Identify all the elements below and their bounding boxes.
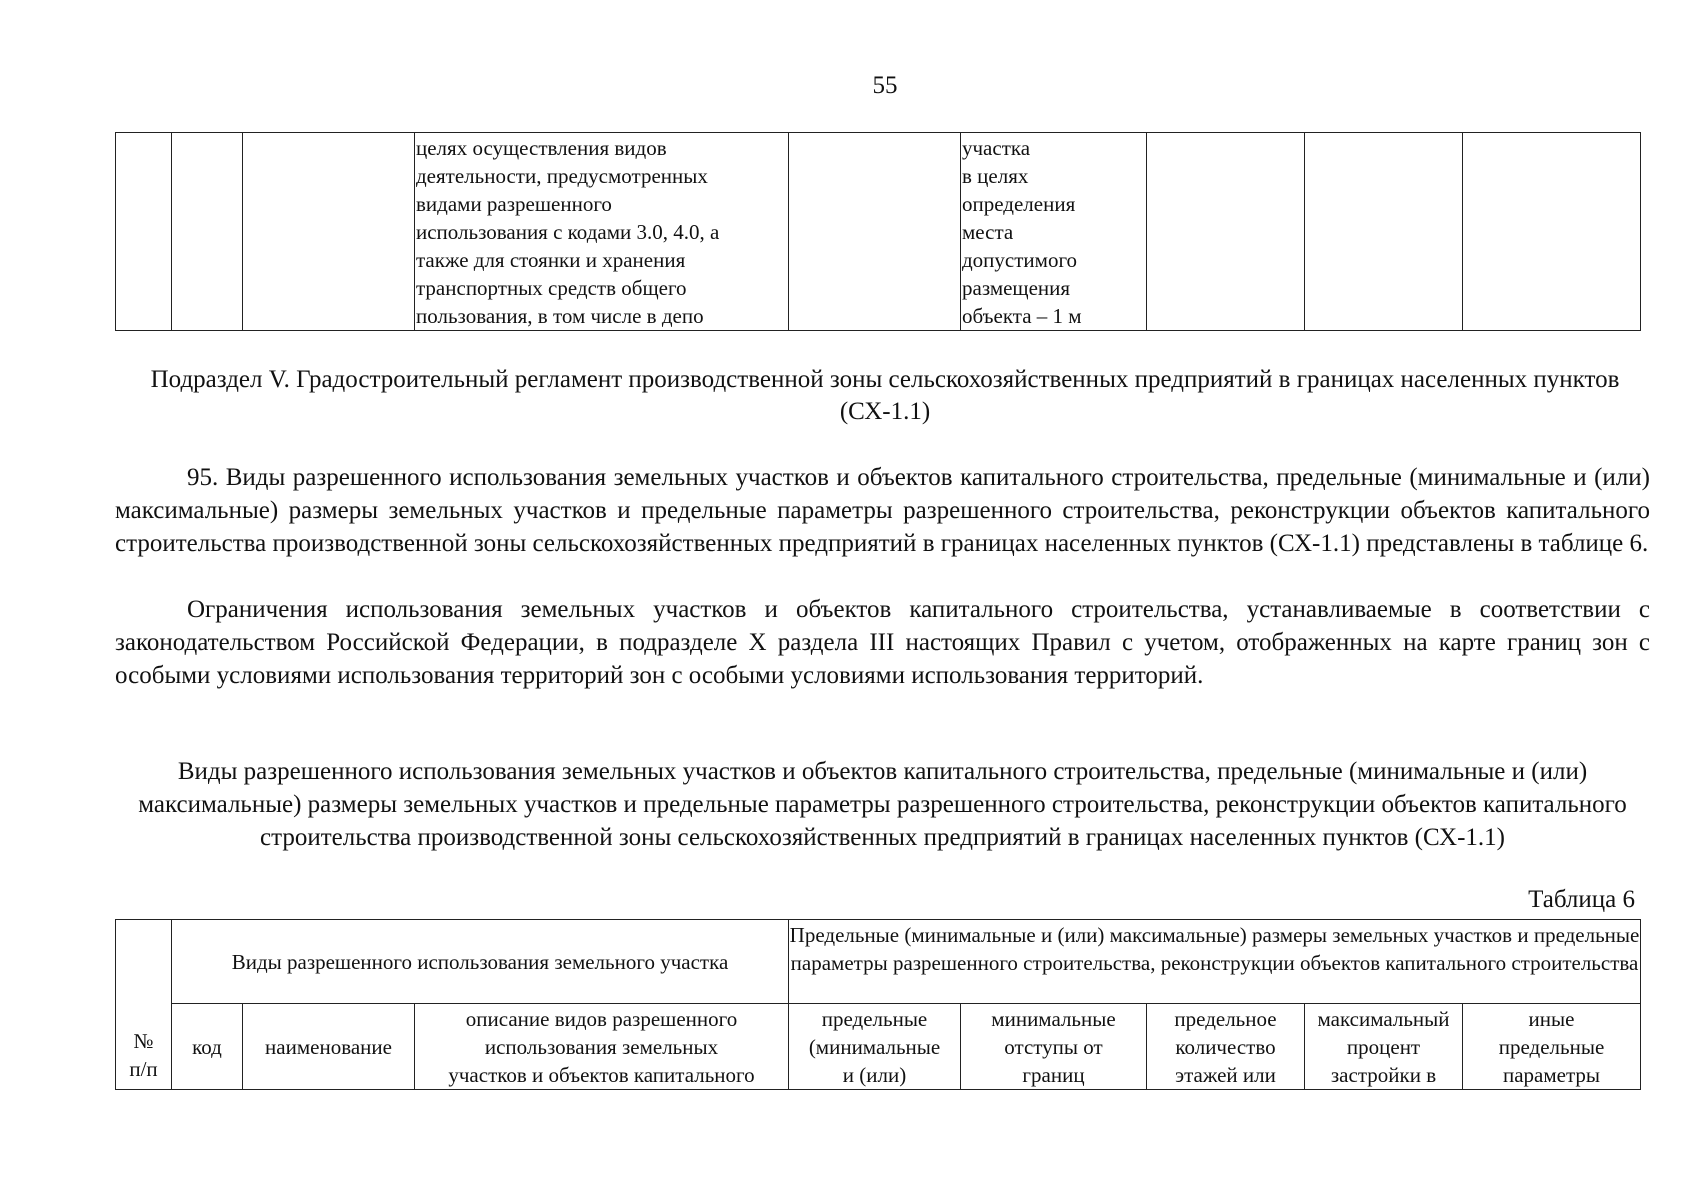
page-number: 55 [872, 72, 898, 99]
cont-cell-size [789, 133, 961, 331]
header-group-use: Виды разрешенного использования земельного участка [172, 920, 789, 1004]
table-caption: Таблица 6 [1528, 886, 1635, 913]
header-coverage: максимальный процент застройки в [1305, 1004, 1463, 1090]
continued-table-row [116, 133, 1641, 331]
header-floors: предельное количество этажей или [1147, 1004, 1305, 1090]
cont-cell-code [172, 133, 243, 331]
main-table-header-row-1 [116, 920, 1641, 1004]
cont-cell-description: целях осуществления видов деятельности, предусмотренных видами разрешенного использования с кодами 3.0, 4.0, а также для стоянки и хранения транспортных средств общего пользования, в том числе в депо [415, 133, 789, 331]
header-size: предельные (минимальные и (или) [789, 1004, 961, 1090]
paragraph-95: 95. Виды разрешенного использования земельных участков и объектов капитального строительства, предельные (минимальные и (или) максимальные) размеры земельных участков и предельные параметры разрешенного строительства, реконструкции объектов капитального строительства производственной зоны сельскохозяйственных предприятий в границах населенных пунктов (СХ-1.1) представлены в таблице 6. [115, 464, 1650, 557]
main-table [115, 919, 1641, 1090]
header-description: описание видов разрешенного использования земельных участков и объектов капитального [415, 1004, 789, 1090]
cont-cell-floors [1147, 133, 1305, 331]
subsection-title: Подраздел V. Градостроительный регламент производственной зоны сельскохозяйственных предприятий в границах населенных пунктов (СХ-1.1) [150, 366, 1620, 425]
cont-cell-setbacks: участка в целях определения места допустимого размещения объекта – 1 м [961, 133, 1147, 331]
header-code: код [172, 1004, 243, 1090]
header-name: наименование [243, 1004, 415, 1090]
cont-cell-name [243, 133, 415, 331]
header-setbacks: минимальные отступы от границ [961, 1004, 1147, 1090]
header-other: иные предельные параметры [1463, 1004, 1641, 1090]
cont-cell-num [116, 133, 172, 331]
header-group-limits: Предельные (минимальные и (или) максимальные) размеры земельных участков и предельные параметры разрешенного строительства, реконструкции объектов капитального строительства [789, 920, 1641, 1004]
cont-cell-coverage [1305, 133, 1463, 331]
table-heading: Виды разрешенного использования земельных участков и объектов капитального строительства, предельные (минимальные и (или) максимальные) размеры земельных участков и предельные параметры разрешенного строительства, реконструкции объектов капитального строительства производственной зоны сельскохозяйственных предприятий в границах населенных пунктов (СХ-1.1) [138, 758, 1627, 851]
cont-cell-other [1463, 133, 1641, 331]
main-table-header-row-2 [116, 1004, 1641, 1090]
paragraph-restrictions: Ограничения использования земельных участков и объектов капитального строительства, устанавливаемые в соответствии с законодательством Российской Федерации, в подразделе X раздела III настоящих Правил с учетом, отображенных на карте границ зон с особыми условиями использования территорий зон с особыми условиями использования территорий. [115, 596, 1650, 689]
continued-table [115, 132, 1641, 331]
header-num: № п/п [116, 920, 172, 1090]
